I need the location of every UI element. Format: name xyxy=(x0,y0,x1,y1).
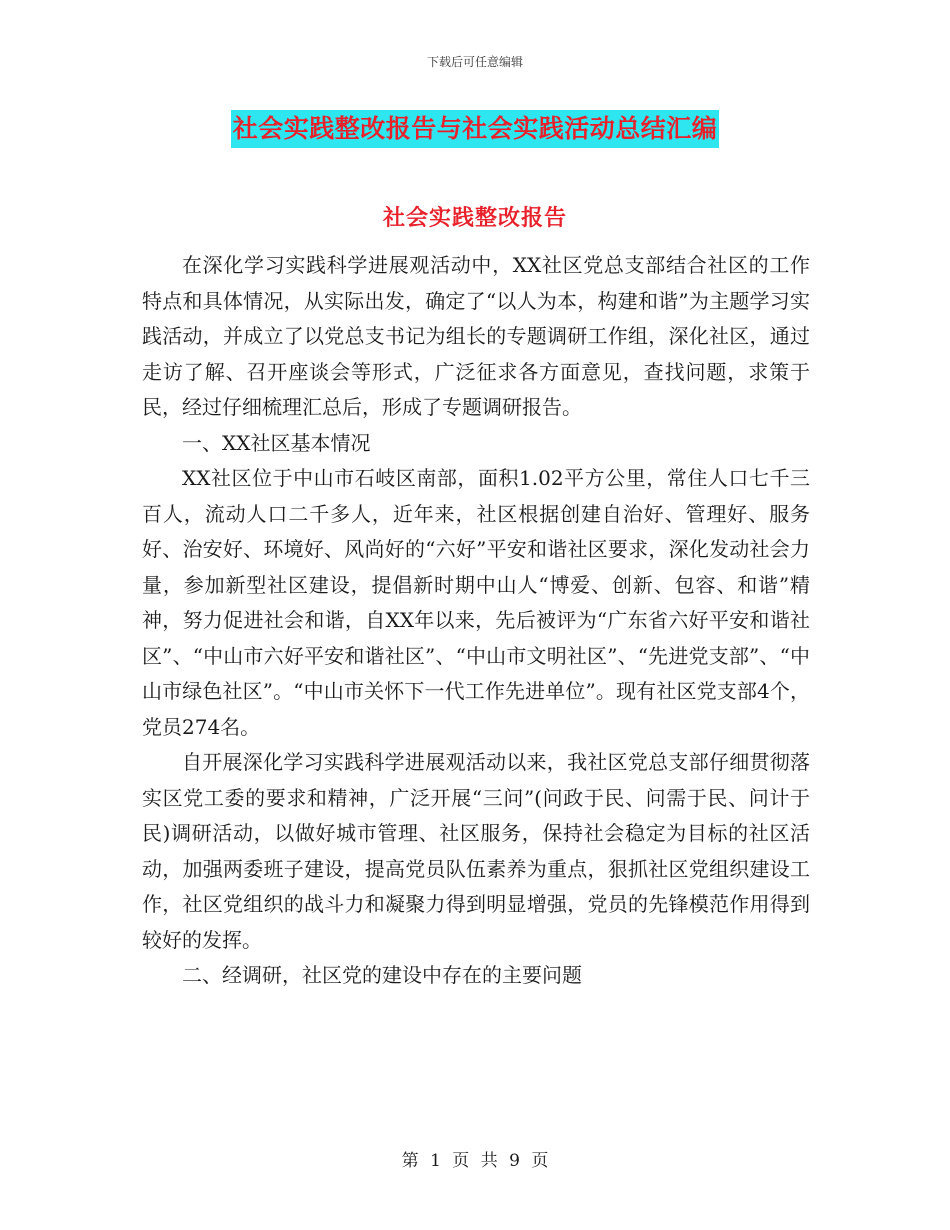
document-body xyxy=(142,248,810,994)
heading-section-one: 一、XX社区基本情况 xyxy=(182,430,371,455)
heading-section-two: 二、经调研，社区党的建设中存在的主要问题 xyxy=(182,963,582,987)
main-title-container xyxy=(0,110,950,148)
main-title: 社会实践整改报告与社会实践活动总结汇编 xyxy=(231,110,720,148)
paragraph-community-overview: XX社区位于中山市石岐区南部，面积1.02平方公里，常住人口七千三百人，流动人口二千多人，近年来，社区根据创建自治好、管理好、服务好、治安好、环境好、风尚好的“六好”平安和谐社区要求，深化发动社会力量，参加新型社区建设，提倡新时期中山人“博爱、创新、包容、和谐”精神，努力促进社会和谐，自XX年以来，先后被评为“广东省六好平安和谐社区”、“中山市六好平安和谐社区”、“中山市文明社区”、“先进党支部”、“中山市绿色社区”。“中山市关怀下一代工作先进单位”。现有社区党支部4个，党员274名。 xyxy=(142,466,810,739)
paragraph-activities: 自开展深化学习实践科学进展观活动以来，我社区党总支部仔细贯彻落实区党工委的要求和精神，广泛开展“三问”(问政于民、问需于民、问计于民)调研活动，以做好城市管理、社区服务，保持社会稳定为目标的社区活动，加强两委班子建设，提高党员队伍素养为重点，狠抓社区党组织建设工作，社区党组织的战斗力和凝聚力得到明显增强，党员的先锋模范作用得到较好的发挥。 xyxy=(142,750,810,952)
section-title: 社会实践整改报告 xyxy=(382,205,567,231)
paragraph-intro: 在深化学习实践科学进展观活动中，XX社区党总支部结合社区的工作特点和具体情况，从实际出发，确定了“以人为本，构建和谐”为主题学习实践活动，并成立了以党总支书记为组长的专题调研工作组，深化社区，通过走访了解、召开座谈会等形式，广泛征求各方面意见，查找问题，求策于民，经过仔细梳理汇总后，形成了专题调研报告。 xyxy=(142,253,810,419)
page-number: 第 1 页 共 9 页 xyxy=(401,1151,549,1171)
download-note: 下载后可任意编辑 xyxy=(426,55,523,69)
